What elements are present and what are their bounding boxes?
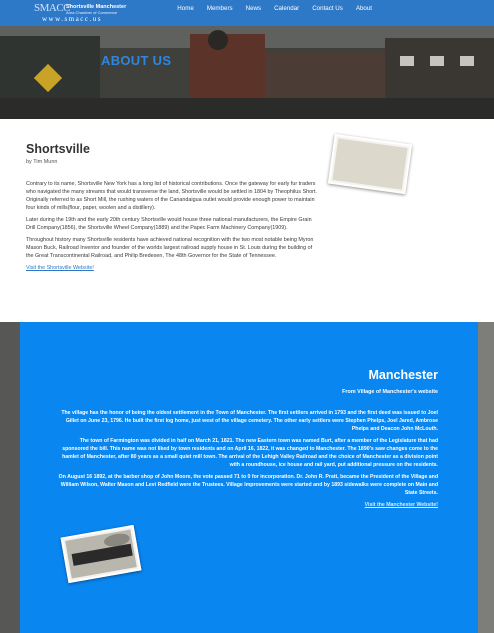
hero-window [460,56,474,66]
shortsville-paragraph: Throughout history many Shortsville residents have achieved national recognition with the two most notable being Myron Mason Buck, Railroad Inventor and founder of the worlds largest railroad supply house in St. Louis during the building of the Great Transcontinental Railroad, and Philip Bredesen, The 48th Governor for the State of Tennessee. [26,237,314,259]
shortsville-paragraph: Contrary to its name, Shortsville New York has a long list of historical contributions. Once the gateway for early fur traders who navigated the many streams that would transverse the land, Shortsville would be settled in 1804 by Theophilus Short. Originally referred to as Short Mill, the rushing waters of the Canandaigua outlet would provide enough power to maintain four kinds of mills(flour, paper, woolen and a distillery). [26,181,317,211]
logo-mark: SMACC [34,2,71,14]
hero-road [0,98,494,119]
photo-image [332,138,407,189]
manchester-website-link[interactable]: Visit the Manchester Website! [364,502,438,508]
manchester-paragraph: The village has the honor of being the oldest settlement in the Town of Manchester. The first settlers arrived in 1793 and the first deed was issued to Joel Gillet on June 23, 1796. He built the first log home, just west of the village cemetery. The other early settlers were Stephen Phelps, Joel Jared, Ambrose Phelps and Deacon John McLouth. [61,410,438,432]
background-trees [0,322,20,633]
logo-title: Shortsville Manchester [66,4,127,10]
site-logo[interactable] [34,3,132,25]
nav-calendar[interactable]: Calendar [274,5,300,12]
logo-url: www.smacc.us [42,15,102,23]
shortsville-body [26,180,318,276]
nav-contact-us[interactable]: Contact Us [312,5,343,12]
manchester-title: Manchester [368,368,438,382]
nav-news[interactable]: News [245,5,262,12]
hero-banner [0,26,494,119]
hero-clock [208,30,228,50]
shortsville-website-link[interactable]: Visit the Shortsville Website! [26,265,94,271]
hero-window [430,56,444,66]
shortsville-paragraph: Later during the 19th and the early 20th century Shortsville would house three national manufacturers, the Empire Grain Drill Company(1856), the Shortsville Wheel Company(1889) and the Papec Farm Machinery Company(1909). [26,217,312,231]
manchester-byline: From Village of Manchester's website [342,389,438,395]
nav-members[interactable]: Members [206,5,233,12]
logo-subtitle: Area Chamber of Commerce [66,10,118,15]
manchester-paragraph: On August 16 1892, at the barber shop of John Moore, the vote passed 71 to 0 for incorporation. Dr. John R. Pratt, became the President of the Village and William Wilson, Walter Mason and Levi Redfield were the Trustees. Village Improvements were started and by 1893 sidewalks were complete on Main and State Streets. [58,474,438,496]
nav-home[interactable]: Home [177,5,194,12]
nav-about[interactable]: About [355,5,372,12]
site-header [0,0,494,26]
shortsville-byline: by Tim Munn [26,159,58,165]
shortsville-historic-photo [328,134,412,194]
page-title: ABOUT US [101,53,172,68]
manchester-paragraph: The town of Farmington was divided in half on March 21, 1821. The new Eastern town was named Burt, after a member of the Legislature that had sponsored the bill. This name was not liked by town residents and on April 16, 1822, it was changed to Manchester. The 1890's saw changes come to the hamlet of Manchester, after 80 years as a small quiet mill town. The arrival of the Lehigh Valley Railroad and the choice of Manchester as a division point with a roundhouse, ice house and rail yard, put additional pressure on the residents. [62,438,438,468]
shortsville-title: Shortsville [26,142,90,156]
hero-window [400,56,414,66]
manchester-body [56,409,438,513]
main-nav [177,5,372,12]
